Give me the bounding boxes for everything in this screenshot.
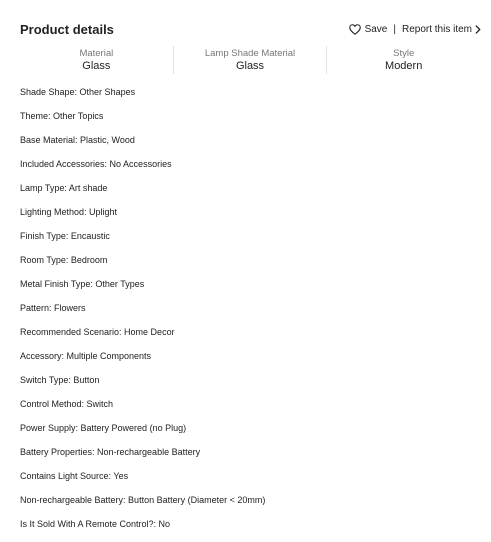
spec-item: Is It Sold With A Remote Control?: No xyxy=(20,519,171,529)
attribute-label: Style xyxy=(393,47,415,59)
header-actions xyxy=(349,24,481,35)
attribute-label: Lamp Shade Material xyxy=(204,47,296,59)
save-button[interactable] xyxy=(349,24,388,35)
product-details-header xyxy=(20,18,481,40)
attribute-value: Glass xyxy=(82,59,111,72)
spec-item: Power Supply: Battery Powered (no Plug) xyxy=(20,423,187,433)
spec-item: Control Method: Switch xyxy=(20,399,114,409)
attribute-style xyxy=(327,46,480,74)
spec-list xyxy=(20,86,480,542)
attribute-value: Glass xyxy=(235,59,265,72)
spec-item: Shade Shape: Other Shapes xyxy=(20,87,136,97)
spec-item: Theme: Other Topics xyxy=(20,111,104,121)
spec-item: Non-rechargeable Battery: Button Battery (Diameter < 20mm) xyxy=(20,495,266,505)
attribute-material xyxy=(20,46,174,74)
heart-outline-icon xyxy=(349,24,361,35)
attribute-label: Material xyxy=(79,47,114,59)
attribute-lamp-shade-material xyxy=(174,46,328,74)
spec-item: Metal Finish Type: Other Types xyxy=(20,279,145,289)
section-title: Product details xyxy=(20,21,114,37)
spec-item: Base Material: Plastic, Wood xyxy=(20,135,135,145)
spec-item: Pattern: Flowers xyxy=(20,303,86,313)
save-label: Save xyxy=(364,23,388,35)
report-item-button[interactable] xyxy=(402,24,481,35)
report-label: Report this item xyxy=(401,23,472,35)
attribute-value: Modern xyxy=(385,59,423,72)
spec-item: Lighting Method: Uplight xyxy=(20,207,118,217)
key-attributes xyxy=(20,46,480,74)
spec-item: Room Type: Bedroom xyxy=(20,255,108,265)
spec-item: Recommended Scenario: Home Decor xyxy=(20,327,175,337)
spec-item: Contains Light Source: Yes xyxy=(20,471,129,481)
chevron-right-icon xyxy=(475,25,481,34)
action-separator: | xyxy=(393,23,396,35)
spec-item: Accessory: Multiple Components xyxy=(20,351,152,361)
spec-item: Finish Type: Encaustic xyxy=(20,231,110,241)
spec-item: Battery Properties: Non-rechargeable Battery xyxy=(20,447,201,457)
spec-item: Switch Type: Button xyxy=(20,375,100,385)
spec-item: Included Accessories: No Accessories xyxy=(20,159,172,169)
spec-item: Lamp Type: Art shade xyxy=(20,183,108,193)
